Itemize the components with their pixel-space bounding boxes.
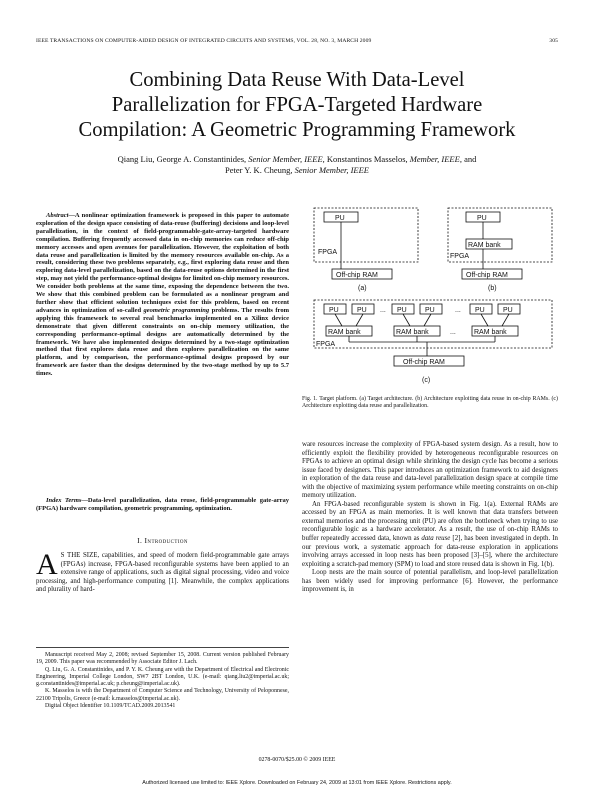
- figure-caption: Fig. 1. Target platform. (a) Target architecture. (b) Architecture exploiting data reuse in on-chip RAMs. (c) Architecture exploiting data reuse and parallelization.: [302, 396, 558, 410]
- label-fpga-b: FPGA: [450, 253, 470, 260]
- running-header: [36, 38, 558, 44]
- label-pu-c3: PU: [397, 307, 407, 314]
- footnote-manuscript: Manuscript received May 2, 2008; revised September 15, 2008. Current version published February 19, 2009. This paper was recommended by Associate Editor J. Lach.: [36, 652, 289, 666]
- author-names-1: Qiang Liu, George A. Constantinides,: [117, 154, 249, 164]
- section-number: I.: [137, 536, 143, 545]
- abstract-label: Abstract: [46, 212, 69, 219]
- abstract-text-2: problems. The results from applying this framework to several real benchmarks implemented on a Xilinx device demonstrate that given different constraints on on-chip memory utilization, the corresponding performance-optimal designs are automatically determined by the framework. We have also implemented designs determined by a two-stage optimization method that first explores data reuse and then explores parallelization on the same platform, and by comparison, the performance-optimal designs proposed by our framework are faster than the designs determined by the two-stage method by up to 5.7 times.: [36, 306, 289, 378]
- author-role-2: Member, IEEE: [409, 154, 460, 164]
- label-pu-c2: PU: [357, 307, 367, 314]
- index-terms-text: —Data-level parallelization, data reuse, field-programmable gate-array (FPGA) hardware compilation, geometric programming, optimization.: [36, 497, 289, 512]
- authorized-use-notice: Authorized licensed use limited to: IEEE Xplore. Downloaded on February 24, 2009 at 13:01 from IEEE Xplore. Restrictions apply.: [142, 780, 452, 786]
- abstract-text-1: —A nonlinear optimization framework is proposed in this paper to automate exploration of the design space consisting of data-reuse (buffering) decisions and loop-level parallelization, in the context of field-programmable-gate-array-targeted hardware compilation. Buffering frequently accessed data in on-chip memories can reduce off-chip memory accesses and open avenues for parallelization. However, the exploitation of both data reuse and parallelization is limited by the memory resources available on-chip. As a result, considering these two problems separately, e.g., first exploring data reuse and then exploring data-level parallelization, based on the data-reuse options determined in the first step, may not yield the performance-optimal designs for limited on-chip memory resources. We consider both problems at the same time, exposing the dependence between the two. We show that this combined problem can be formulated as a nonlinear program and further show that efficient solution techniques exist for this problem, based on recent advances in optimization of so-called: [36, 212, 289, 314]
- index-terms-label: Index Terms: [46, 497, 82, 504]
- label-rambank-c2: RAM bank: [396, 329, 429, 336]
- label-dots-c2: ...: [455, 307, 461, 314]
- intro-paragraph: [36, 548, 289, 595]
- author-role-1: Senior Member, IEEE: [248, 154, 323, 164]
- label-pu-c6: PU: [503, 307, 513, 314]
- body-paragraph-2b: [2], has been investigated in depth. In our previous work, a systematic approach for data-reuse exploration in applications involving arrays accessed in loop nests has been proposed [3]–[5], where the architecture exploiting a scratch-pad memory (SPM) to load and store reused data is shown in Fig. 1(b).: [302, 535, 558, 568]
- author-list: [20, 154, 574, 175]
- label-rambank-b: RAM bank: [468, 242, 501, 249]
- label-pu-c1: PU: [329, 307, 339, 314]
- label-offchip-b: Off-chip RAM: [466, 272, 508, 279]
- intro-text: S THE SIZE, capabilities, and speed of modern field-programmable gate arrays (FPGAs) increase, FPGA-based reconfigurable systems have been applied to an extensive range of applications, such as digital signal processing, video and voice processing, and high-performance computing [1]. Meanwhile, the complex applications and plurality of hard-: [36, 552, 289, 594]
- copyright-line: 0278-0070/$25.00 © 2009 IEEE: [258, 757, 336, 763]
- label-pu-c4: PU: [425, 307, 435, 314]
- label-pu-c5: PU: [475, 307, 485, 314]
- label-rambank-c3: RAM bank: [474, 329, 507, 336]
- section-heading: [36, 536, 289, 545]
- label-rambank-c1: RAM bank: [328, 329, 361, 336]
- label-fpga-a: FPGA: [318, 249, 338, 256]
- figure-1-diagram: [302, 206, 558, 390]
- label-fpga-c: FPGA: [316, 341, 336, 348]
- section-title: Introduction: [144, 536, 188, 545]
- label-c: (c): [422, 377, 431, 384]
- footnote-rule: [36, 647, 289, 648]
- author-names-4: Peter Y. K. Cheung,: [224, 164, 295, 175]
- title-line-2: Parallelization for FPGA-Targeted Hardware: [111, 94, 483, 116]
- paper-title: [20, 68, 574, 143]
- footnote-affiliation-1: Q. Liu, G. A. Constantinides, and P. Y. K. Cheung are with the Department of Electrical and Electronic Engineering, Imperial College London, SW7 2BT London, U.K. (e-mail: qiang.liu2@imperial.ac.uk; g.constantinides@imperial.ac.uk; p.cheung@imperial.ac.uk).: [36, 666, 289, 688]
- page-number: 305: [549, 38, 558, 44]
- label-pu-a: PU: [335, 215, 345, 222]
- body-emphasis: data reuse: [421, 535, 451, 543]
- body-paragraph-2a: An FPGA-based reconfigurable system is shown in Fig. 1(a). External RAMs are accessed by an FPGA as main memories. It is well known that data transfers between external memories and the processing unit (PU) are often the bottleneck when trying to use reconfigurable logic as a hardware accelerator. As a result, the use of on-chip RAMs to buffer repeatedly accessed data, known as: [302, 500, 558, 543]
- author-names-3: , and: [459, 154, 477, 164]
- footnotes: [36, 652, 289, 710]
- label-offchip-a: Off-chip RAM: [336, 272, 378, 279]
- body-paragraph-3: Loop nests are the main source of potential parallelism, and loop-level parallelization has been widely used for improving performance [6]. However, the performance improvement is, in: [302, 569, 558, 594]
- title-line-1: Combining Data Reuse With Data-Level: [129, 69, 465, 91]
- label-dots-c3: ...: [450, 329, 456, 336]
- abstract: [36, 212, 289, 378]
- drop-cap: A: [36, 548, 58, 581]
- index-terms: [36, 497, 289, 513]
- label-offchip-c: Off-chip RAM: [403, 359, 445, 366]
- label-dots-c1: ...: [380, 307, 386, 314]
- journal-name: IEEE TRANSACTIONS ON COMPUTER-AIDED DESIGN OF INTEGRATED CIRCUITS AND SYSTEMS, VOL. 28, NO. 3, MARCH 2009: [36, 38, 372, 44]
- abstract-emphasis: geometric programming: [143, 306, 210, 314]
- body-paragraph-2: [302, 501, 558, 569]
- label-a: (a): [358, 285, 367, 292]
- body-paragraph-1: ware resources increase the complexity of FPGA-based system design. As a result, how to efficiently exploit the flexibility provided by heterogeneous reconfigurable resources on FPGAs to achieve an optimal design while shrinking the design cycle has become a serious issue faced by designers. This paper introduces an optimization framework to aid designers in exploration of the data reuse and data-level parallelization design space at compile time with the objective of maximizing system performance while meeting constraints on on-chip memory utilization.: [302, 441, 558, 500]
- footnote-doi: Digital Object Identifier 10.1109/TCAD.2009.2013541: [45, 703, 176, 710]
- label-pu-b: PU: [477, 215, 487, 222]
- author-names-2: , Konstantinos Masselos,: [322, 154, 410, 164]
- author-role-4: Senior Member, IEEE: [294, 164, 369, 175]
- right-column-body: [302, 441, 558, 595]
- label-b: (b): [488, 285, 497, 292]
- footnote-affiliation-2: K. Masselos is with the Department of Computer Science and Technology, University of Peloponnese, 22100 Tripolis, Greece (e-mail: k.masselos@imperial.ac.uk).: [36, 688, 289, 702]
- title-line-3: Compilation: A Geometric Programming Framework: [78, 119, 516, 141]
